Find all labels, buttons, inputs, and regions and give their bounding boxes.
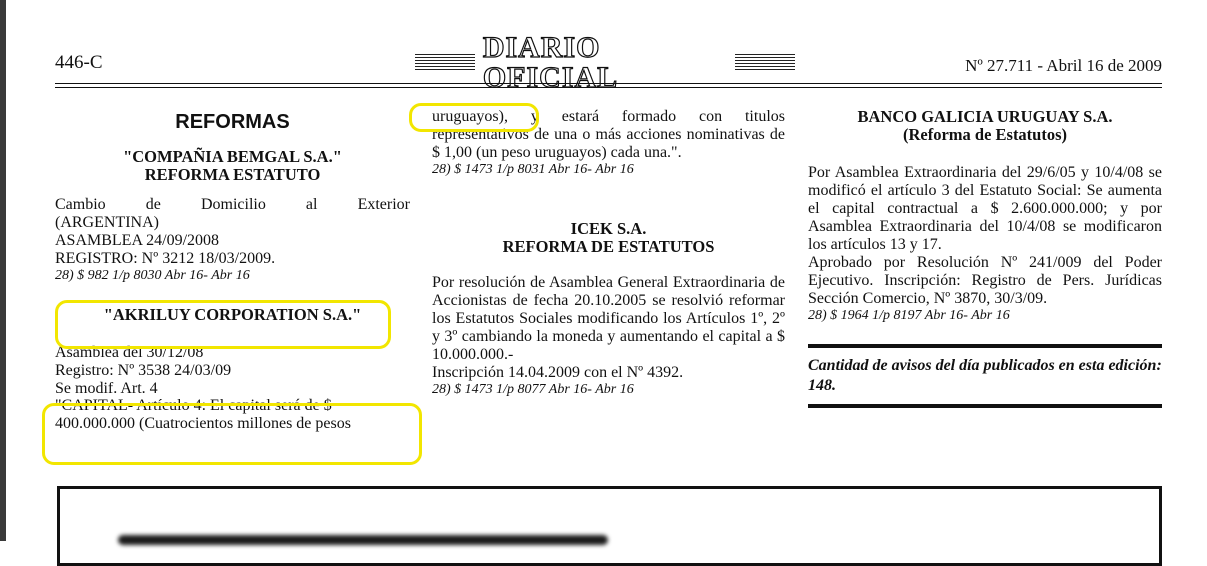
akriluy-capital-line: 400.000.000 (Cuatrocientos millones de pesos	[55, 415, 351, 432]
column-middle	[432, 108, 785, 398]
masthead-title: DIARIO OFICIAL	[482, 31, 619, 94]
galicia-title: BANCO GALICIA URUGUAY S.A.	[857, 107, 1113, 126]
bottom-boxed-notice-shade	[118, 535, 608, 545]
bemgal-line: Cambio de Domicilio al Exterior	[55, 196, 410, 213]
header-rule-top	[55, 83, 1162, 84]
bemgal-line: REGISTRO: Nº 3212 18/03/2009.	[55, 250, 276, 267]
header-rule-bottom	[55, 87, 1162, 88]
galicia-approval: Aprobado por Resolución Nº 241/009 del Poder Ejecutivo. Inscripción: Registro de Pers. Jurídicas Sección Comercio, Nº 3870, 30/3/09.	[808, 254, 1162, 307]
bemgal-code: 28) $ 982 1/p 8030 Abr 16- Abr 16	[55, 268, 250, 283]
page-number: 446-C	[55, 52, 103, 73]
masthead-hatch-right	[735, 54, 795, 72]
masthead	[415, 31, 795, 94]
akriluy-line: Asamblea del 30/12/08	[55, 344, 204, 361]
page-header	[55, 31, 1162, 94]
page-edge-bar	[0, 0, 6, 541]
issue-number-date: Nº 27.711 - Abril 16 de 2009	[965, 56, 1162, 75]
column-left	[55, 108, 410, 433]
galicia-subtitle: (Reforma de Estatutos)	[902, 125, 1068, 144]
count-rule-bottom	[808, 404, 1162, 408]
icek-registration: Inscripción 14.04.2009 con el Nº 4392.	[432, 364, 684, 381]
akriluy-line: Registro: Nº 3538 24/03/09	[55, 362, 232, 379]
continuation-text: y estará formado con titulos representativos de una o más acciones nominativas de $ 1,00 (un peso uruguayos) cada una.".	[432, 108, 785, 161]
icek-title: ICEK S.A.	[570, 219, 647, 238]
icek-code: 28) $ 1473 1/p 8077 Abr 16- Abr 16	[432, 382, 634, 397]
bottom-boxed-notice	[57, 486, 1162, 566]
akriluy-capital-line: "CAPITAL- Artículo 4: El capital será de $	[55, 397, 332, 414]
akriluy-line: Se modif. Art. 4	[55, 380, 158, 394]
bemgal-subtitle: REFORMA ESTATUTO	[144, 165, 321, 184]
bemgal-title: "COMPAÑIA BEMGAL S.A."	[123, 147, 342, 166]
icek-subtitle: REFORMA DE ESTATUTOS	[502, 237, 715, 256]
akriluy-code: 28) $ 1473 1/p 8031 Abr 16- Abr 16	[432, 162, 634, 177]
bemgal-line: (ARGENTINA)	[55, 214, 159, 231]
galicia-code: 28) $ 1964 1/p 8197 Abr 16- Abr 16	[808, 308, 1010, 323]
column-right	[808, 108, 1162, 408]
akriluy-title: "AKRILUY CORPORATION S.A."	[103, 305, 362, 324]
masthead-hatch-left	[415, 54, 475, 72]
akriluy-continuation	[432, 108, 785, 162]
section-title: REFORMAS	[175, 111, 290, 133]
galicia-body: Por Asamblea Extraordinaria del 29/6/05 y 10/4/08 se modificó el artículo 3 del Estatuto Social: Se aumenta el capital contractual a $ 2.600.000.000; y por Asamblea Extraordinaria del 10/4/08 se modificaron los artículos 13 y 17.	[808, 164, 1162, 253]
highlighted-word: uruguayos),	[432, 108, 508, 125]
icek-body: Por resolución de Asamblea General Extraordinaria de Accionistas de fecha 20.10.2005 se resolvió reformar los Estatutos Sociales modificando los Artículos 1º, 2º y 3º cambiando la moneda y aumentando el capital a $ 10.000.000.-	[432, 274, 785, 363]
notice-count: Cantidad de avisos del día publicados en esta edición: 148.	[808, 357, 1162, 394]
bemgal-line: ASAMBLEA 24/09/2008	[55, 232, 220, 249]
